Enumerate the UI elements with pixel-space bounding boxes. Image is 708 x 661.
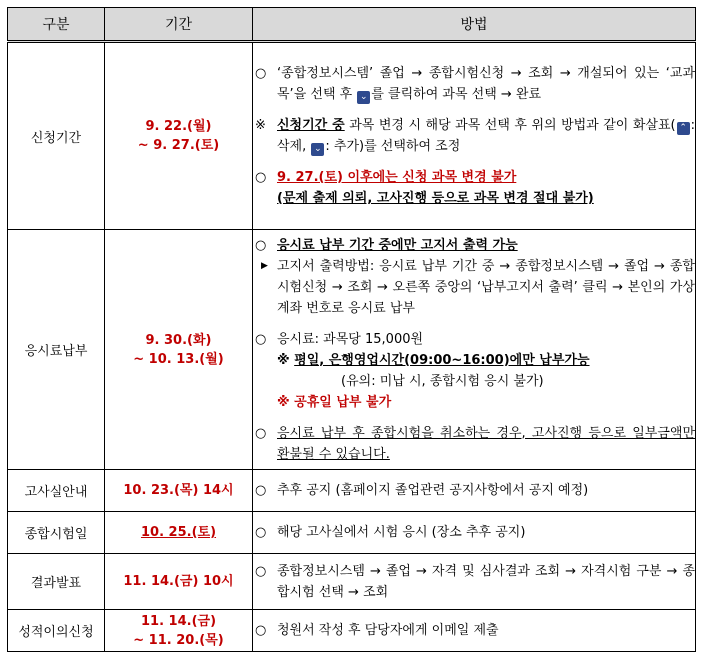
method-text: : 삭제, [277,118,696,154]
method-item [253,235,695,256]
method-item [253,480,695,501]
method-cell [253,512,696,554]
method-note [253,350,695,371]
method-note [253,115,695,157]
period-cell [105,42,253,230]
schedule-table [7,7,696,652]
method-text: 응시료 납부 기간 중에만 고지서 출력 가능 [277,237,518,253]
period-start: 9. 30.(화) [145,332,212,348]
period-date: 10. 25.(토) [140,525,217,540]
period-cell: 10. 23.(목) 14시 [105,470,253,512]
warning-text: ※ 공휴일 납부 불가 [277,394,392,410]
method-warning [253,167,695,209]
method-text: 종합정보시스템 → 졸업 → 자격 및 심사결과 조회 → 자격시험 구분 → 종합시험 선택 → 조회 [277,563,695,600]
method-cell [253,470,696,512]
method-cell [253,554,696,610]
circle-marker: ○ [255,66,267,81]
period-end: ~ 11. 20.(목) [133,632,224,648]
method-text: 과목 변경 시 해당 과목 선택 후 위의 방법과 같이 화살표( [349,118,676,133]
category-cell: 고사실안내 [8,470,105,512]
table-row-fee [8,230,696,470]
header-method: 방법 [253,8,696,42]
method-text: 응시료 납부 후 종합시험을 취소하는 경우, 고사진행 등으로 일부금액만 환불될 수 있습니다. [277,425,695,462]
method-text: : 추가)를 선택하여 조정 [325,139,461,154]
method-item [253,63,695,105]
method-text: 추후 공지 (홈페이지 졸업관련 공지사항에서 공지 예정) [277,483,589,498]
period-start: 9. 22.(월) [145,119,212,134]
method-cell [253,42,696,230]
emphasis-text: 신청기간 중 [277,118,345,133]
category-cell: 응시료납부 [8,230,105,470]
method-text: 를 클릭하여 과목 선택 → 완료 [371,87,542,102]
method-text: 해당 고사실에서 시험 응시 (장소 추후 공지) [277,525,526,540]
period-end: ~ 10. 13.(월) [133,351,224,367]
circle-marker: ○ [255,525,267,540]
bullet-icon: ▶ [261,260,268,271]
circle-marker: ○ [255,237,267,253]
table-row-results [8,554,696,610]
method-note: (유의: 미납 시, 종합시험 응시 불가) [341,373,544,389]
method-item [253,561,695,603]
method-text: 평일, 은행영업시간(09:00~16:00)에만 납부가능 [294,352,590,368]
period-cell: 11. 14.(금) 10시 [105,554,253,610]
header-row [8,8,696,42]
method-text: 고지서 출력방법: 응시료 납부 기간 중 → 종합정보시스템 → 졸업 → 종합시험신청 → 조회 → 오른쪽 중앙의 ‘납부고지서 출력’ 클릭 → 본인의 가상계좌 번호로 응시료 납부 [277,258,695,316]
period-cell [105,610,253,652]
category-cell: 종합시험일 [8,512,105,554]
method-text: ‘종합정보시스템’ 졸업 → 종합시험신청 → 조회 → 개설되어 있는 ‘교과목’을 선택 후 [277,66,695,102]
table-row-appeal [8,610,696,652]
method-text: 응시료: 과목당 15,000원 [277,331,424,347]
method-item [253,620,695,641]
period-start: 11. 14.(금) [140,613,217,629]
method-cell [253,610,696,652]
note-marker: ※ [277,352,290,368]
circle-marker: ○ [255,563,267,579]
circle-marker: ○ [255,483,267,498]
method-item [253,329,695,350]
chevron-down-icon: ⌄ [311,143,324,156]
table-row-exam-date [8,512,696,554]
method-text: 청원서 작성 후 담당자에게 이메일 제출 [277,623,499,638]
circle-marker: ○ [255,170,267,185]
warning-detail: (문제 출제 의뢰, 고사진행 등으로 과목 변경 절대 불가) [277,191,594,206]
period-end: ~ 9. 27.(토) [137,138,220,153]
method-subitem [253,256,695,319]
circle-marker: ○ [255,623,267,638]
note-marker: ※ [255,118,266,133]
method-item [253,423,695,465]
chevron-up-icon: ⌃ [677,122,690,135]
category-cell: 신청기간 [8,42,105,230]
warning-text: 9. 27.(토) 이후에는 신청 과목 변경 불가 [277,170,517,185]
circle-marker: ○ [255,331,267,347]
category-cell: 성적이의신청 [8,610,105,652]
header-period: 기간 [105,8,253,42]
circle-marker: ○ [255,425,267,441]
header-category: 구분 [8,8,105,42]
method-cell [253,230,696,470]
category-cell: 결과발표 [8,554,105,610]
chevron-down-icon: ⌄ [357,91,370,104]
period-cell [105,512,253,554]
table-row-application [8,42,696,230]
method-item [253,522,695,543]
period-cell [105,230,253,470]
table-row-exam-room [8,470,696,512]
